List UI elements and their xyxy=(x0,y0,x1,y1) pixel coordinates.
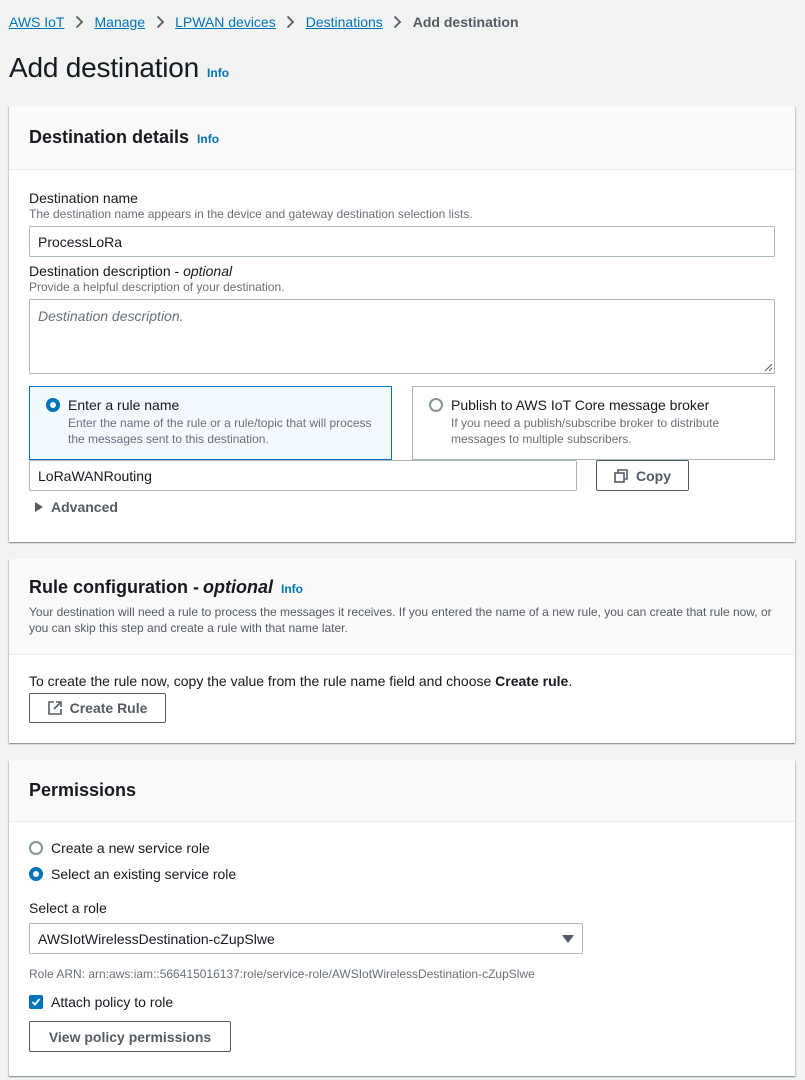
attach-policy-label: Attach policy to role xyxy=(51,994,174,1010)
breadcrumb-aws-iot[interactable]: AWS IoT xyxy=(9,14,65,30)
instruction-bold: Create rule xyxy=(495,673,569,689)
breadcrumb-destinations[interactable]: Destinations xyxy=(305,14,383,30)
create-rule-button[interactable] xyxy=(29,693,166,723)
copy-icon xyxy=(614,469,628,483)
attach-policy-checkbox-row[interactable] xyxy=(29,994,173,1010)
instruction-suffix: . xyxy=(568,673,573,689)
rule-configuration-description: Your destination will need a rule to process the messages it receives. If you entered the name of a new rule, you can create that rule now, or you can skip this step and create a rule with that name later. xyxy=(29,605,772,635)
destination-name-field xyxy=(29,190,775,257)
page-info-link[interactable]: Info xyxy=(207,66,230,80)
role-arn: Role ARN: arn:aws:iam::566415016137:role/service-role/AWSIotWirelessDestination-cZupSlwe xyxy=(29,967,535,981)
copy-button[interactable] xyxy=(596,460,689,491)
radio-unselected-icon[interactable] xyxy=(429,398,443,412)
option-publish-to-broker-desc: If you need a publish/subscribe broker to distribute messages to multiple subscribers. xyxy=(451,416,720,446)
external-link-icon xyxy=(48,701,62,715)
permissions-header xyxy=(9,760,795,822)
page-title: Add destination xyxy=(9,52,200,83)
radio-create-new-role[interactable] xyxy=(29,840,210,856)
rule-configuration-optional: optional xyxy=(203,577,273,597)
destination-details-title: Destination details xyxy=(29,127,190,147)
breadcrumb-current: Add destination xyxy=(412,14,519,30)
role-select-value: AWSIotWirelessDestination-cZupSlwe xyxy=(38,930,275,947)
option-enter-rule-name-title: Enter a rule name xyxy=(68,397,180,413)
radio-selected-icon[interactable] xyxy=(29,867,43,881)
chevron-right-icon xyxy=(145,15,175,29)
create-rule-label: Create Rule xyxy=(69,700,148,716)
checkbox-checked-icon[interactable] xyxy=(29,995,43,1009)
rule-configuration-heading xyxy=(29,577,775,598)
resize-grip-icon[interactable] xyxy=(764,363,772,371)
destination-description-textarea[interactable] xyxy=(29,299,775,374)
destination-details-container xyxy=(9,106,795,542)
radio-create-new-role-label: Create a new service role xyxy=(51,840,210,856)
rule-name-input[interactable]: LoRaWANRouting xyxy=(29,460,577,491)
select-role-label: Select a role xyxy=(29,900,107,916)
view-policy-permissions-label: View policy permissions xyxy=(48,1028,212,1045)
instruction-prefix: To create the rule now, copy the value from the rule name field and choose xyxy=(29,673,496,689)
option-enter-rule-name-desc: Enter the name of the rule or a rule/topic that will process the messages sent to this destination. xyxy=(68,416,372,446)
destination-details-header xyxy=(9,106,795,170)
copy-button-label: Copy xyxy=(636,467,671,484)
view-policy-permissions-button[interactable] xyxy=(29,1021,231,1052)
breadcrumb-lpwan-devices[interactable]: LPWAN devices xyxy=(175,14,276,30)
destination-description-field xyxy=(29,263,775,374)
option-publish-to-broker[interactable] xyxy=(412,386,775,460)
advanced-label: Advanced xyxy=(51,499,118,515)
chevron-right-icon xyxy=(65,15,95,29)
destination-details-info-link[interactable]: Info xyxy=(197,132,220,146)
role-select[interactable] xyxy=(29,923,583,954)
radio-selected-icon[interactable] xyxy=(46,398,60,412)
breadcrumb-manage[interactable]: Manage xyxy=(94,14,146,30)
destination-description-label-text: Destination description - xyxy=(29,263,184,279)
breadcrumb xyxy=(9,12,519,32)
destination-name-description: The destination name appears in the device and gateway destination selection lists. xyxy=(29,207,473,221)
radio-select-existing-role[interactable] xyxy=(29,866,236,882)
rule-configuration-instruction xyxy=(29,673,572,689)
rule-configuration-title: Rule configuration - xyxy=(29,577,199,597)
destination-description-placeholder: Destination description. xyxy=(38,308,184,324)
page-header xyxy=(9,52,229,88)
destination-description-label xyxy=(29,263,775,279)
advanced-expander[interactable] xyxy=(35,498,118,516)
option-enter-rule-name[interactable] xyxy=(29,386,392,460)
rule-configuration-header xyxy=(9,559,795,655)
destination-description-optional: optional xyxy=(183,263,233,279)
rule-configuration-info-link[interactable]: Info xyxy=(281,582,303,596)
destination-name-input[interactable]: ProcessLoRa xyxy=(29,226,775,257)
caret-down-icon xyxy=(562,935,574,943)
destination-description-help: Provide a helpful description of your destination. xyxy=(29,280,285,294)
permissions-container xyxy=(9,760,795,1076)
chevron-right-icon xyxy=(276,15,306,29)
chevron-right-icon xyxy=(383,15,413,29)
permissions-heading: Permissions xyxy=(29,780,137,800)
caret-right-icon xyxy=(35,502,43,512)
rule-configuration-container xyxy=(9,559,795,743)
radio-unselected-icon[interactable] xyxy=(29,841,43,855)
radio-select-existing-role-label: Select an existing service role xyxy=(51,866,237,882)
option-publish-to-broker-title: Publish to AWS IoT Core message broker xyxy=(451,397,710,413)
destination-name-label: Destination name xyxy=(29,190,138,206)
destination-details-heading xyxy=(29,127,219,148)
